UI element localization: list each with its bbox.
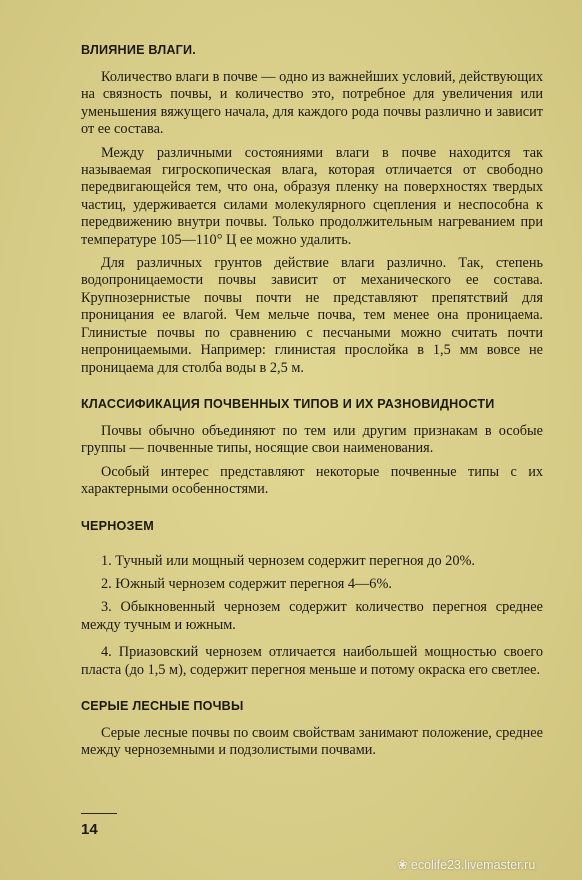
list-item: 4. Приазовский чернозем отличается наибольшей мощностью своего пласта (до 1,5 м), содержит перегноя меньше и потому окраска его светлее.	[81, 644, 543, 678]
paragraph: Почвы обычно объединяют по тем или другим признакам в особые группы — почвенные типы, носящие свои наименования.	[81, 422, 543, 457]
list-item: 3. Обыкновенный чернозем содержит количество перегноя среднее между тучным и южным.	[81, 599, 543, 633]
watermark	[397, 857, 535, 873]
heading-moisture: ВЛИЯНИЕ ВЛАГИ.	[81, 43, 196, 57]
paragraph: Для различных грунтов действие влаги различно. Так, степень водопроницаемости почвы зависит от механического ее состава. Крупнозернистые почвы почти не представляют препятствий для проницания ее влагой. Чем мельче почва, тем менее она проницаема. Глинистые почвы по сравнению с песчаными можно считать почти непроницаемыми. Например: глинистая прослойка в 1,5 мм вовсе не проницаема для столба воды в 2,5 м.	[81, 255, 543, 376]
heading-classification: КЛАССИФИКАЦИЯ ПОЧВЕННЫХ ТИПОВ И ИХ РАЗНОВИДНОСТИ	[81, 396, 495, 411]
page-number: 14	[81, 821, 98, 838]
heading-grey-forest-soils: СЕРЫЕ ЛЕСНЫЕ ПОЧВЫ	[81, 698, 244, 713]
list-item: 1. Тучный или мощный чернозем содержит перегноя до 20%.	[101, 552, 475, 569]
page-content	[81, 41, 543, 760]
watermark-text: ecolife23.livemaster.ru	[410, 858, 536, 872]
paragraph: Между различными состояниями влаги в почве находится так называемая гигроскопическая влага, которая отличается от свободно передвигающейся тем, что она, образуя пленку на поверхностях твердых частиц, удерживается силами молекулярного сцепления и неспособна к передвижению внутри почвы. Только продолжительным нагреванием при температуре 105—110° Ц ее можно удалить.	[81, 144, 543, 248]
list-item: 2. Южный чернозем содержит перегноя 4—6%.	[101, 575, 392, 592]
paragraph: Серые лесные почвы по своим свойствам занимают положение, среднее между черноземными и подзолистыми почвами.	[81, 724, 543, 759]
paragraph: Количество влаги в почве — одно из важнейших условий, действующих на связность почвы, и количество это, потребное для увеличения или уменьшения вяжущего начала, для каждого рода почвы различно и зависит от ее состава.	[81, 69, 543, 138]
footer-rule	[81, 813, 117, 814]
heading-chernozem: ЧЕРНОЗЕМ	[81, 518, 154, 533]
globe-icon: ❀	[397, 857, 408, 872]
paragraph: Особый интерес представляют некоторые почвенные типы с их характерными особенностями.	[81, 463, 543, 498]
